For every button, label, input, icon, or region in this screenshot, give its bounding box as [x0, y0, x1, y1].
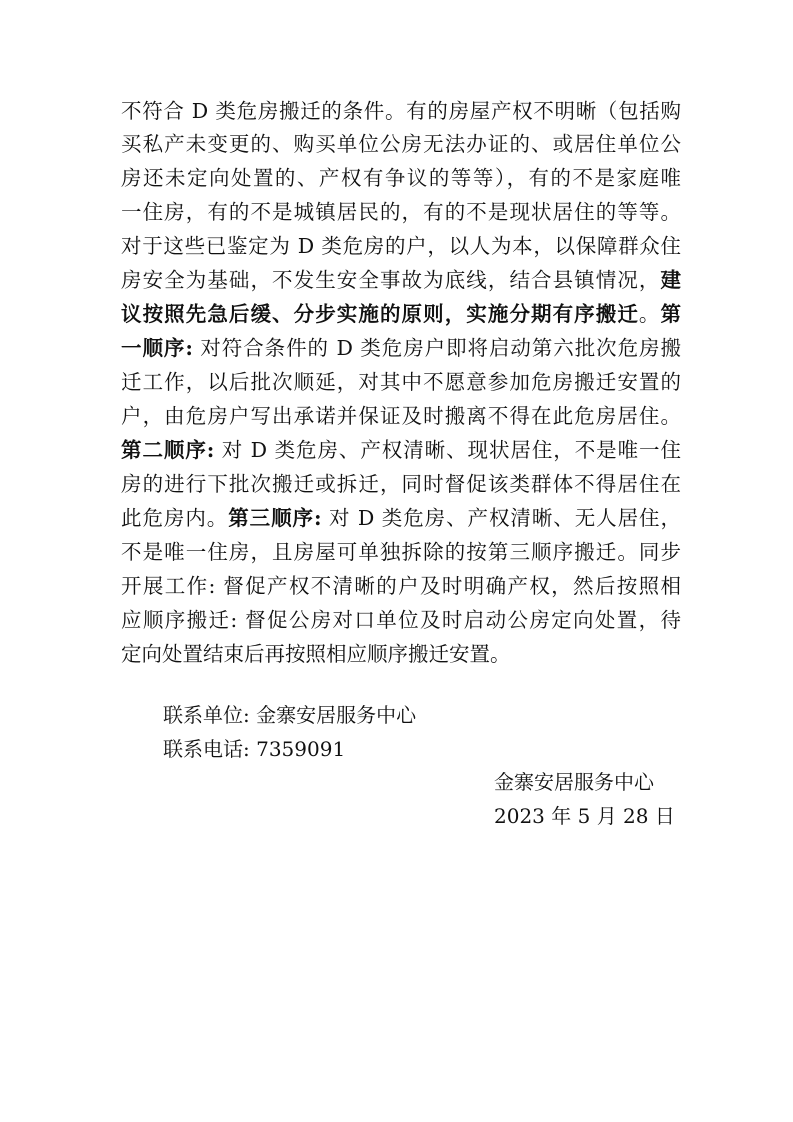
body-line: 一住房，有的不是城镇居民的，有的不是现状居住的等等。 — [121, 200, 681, 224]
body-line: 应顺序搬迁: 督促公房对口单位及时启动公房定向处置，待 — [121, 608, 681, 632]
body-line — [121, 503, 681, 535]
body-line — [121, 435, 681, 467]
body-line — [121, 265, 681, 297]
body-line: 买私产未变更的、购买单位公房无法办证的、或居住单位公 — [121, 132, 681, 156]
emphasis-text: 第 — [660, 302, 682, 326]
body-text: 房安全为基础，不发生安全事故为底线，结合县镇情况， — [121, 268, 661, 292]
body-line: 户，由危房户写出承诺并保证及时搬离不得在此危房居住。 — [121, 404, 681, 428]
body-text: 对符合条件的 D 类危房户即将启动第六批次危房搬 — [192, 336, 681, 360]
signature-org: 金寨安居服务中心 — [494, 770, 654, 794]
contact-unit: 联系单位: 金寨安居服务中心 — [163, 703, 417, 727]
body-text: 此危房内。 — [121, 506, 229, 530]
body-text: 对 D 类危房、产权清晰、无人居住， — [321, 506, 681, 530]
body-line — [121, 299, 681, 331]
body-line: 房的进行下批次搬迁或拆迁，同时督促该类群体不得居住在 — [121, 472, 681, 496]
body-line: 房还未定向处置的、产权有争议的等等），有的不是家庭唯 — [121, 166, 681, 190]
body-line: 开展工作: 督促产权不清晰的户及时明确产权，然后按照相 — [121, 574, 681, 598]
body-line: 迁工作，以后批次顺延，对其中不愿意参加危房搬迁安置的 — [121, 370, 681, 394]
body-line: 对于这些已鉴定为 D 类危房的户，以人为本，以保障群众住 — [121, 234, 681, 258]
section-heading-second: 第二顺序: — [121, 438, 215, 462]
emphasis-text: 建 — [660, 268, 681, 292]
body-text: 对 D 类危房、产权清晰、现状居住，不是唯一住 — [214, 438, 681, 462]
signature-date: 2023 年 5 月 28 日 — [494, 804, 675, 828]
section-heading-first: 一顺序: — [121, 336, 193, 360]
body-line: 不符合 D 类危房搬迁的条件。有的房屋产权不明晰（包括购 — [121, 99, 681, 123]
emphasis-text: 议按照先急后缓、分步实施的原则，实施分期有序搬迁 — [121, 302, 639, 326]
section-heading-third: 第三顺序: — [228, 506, 322, 530]
body-line: 不是唯一住房，且房屋可单独拆除的按第三顺序搬迁。同步 — [121, 540, 681, 564]
body-text: 。 — [638, 302, 661, 326]
contact-phone: 联系电话: 7359091 — [163, 737, 346, 761]
body-line — [121, 333, 681, 365]
body-line: 定向处置结束后再按照相应顺序搬迁安置。 — [121, 642, 511, 666]
